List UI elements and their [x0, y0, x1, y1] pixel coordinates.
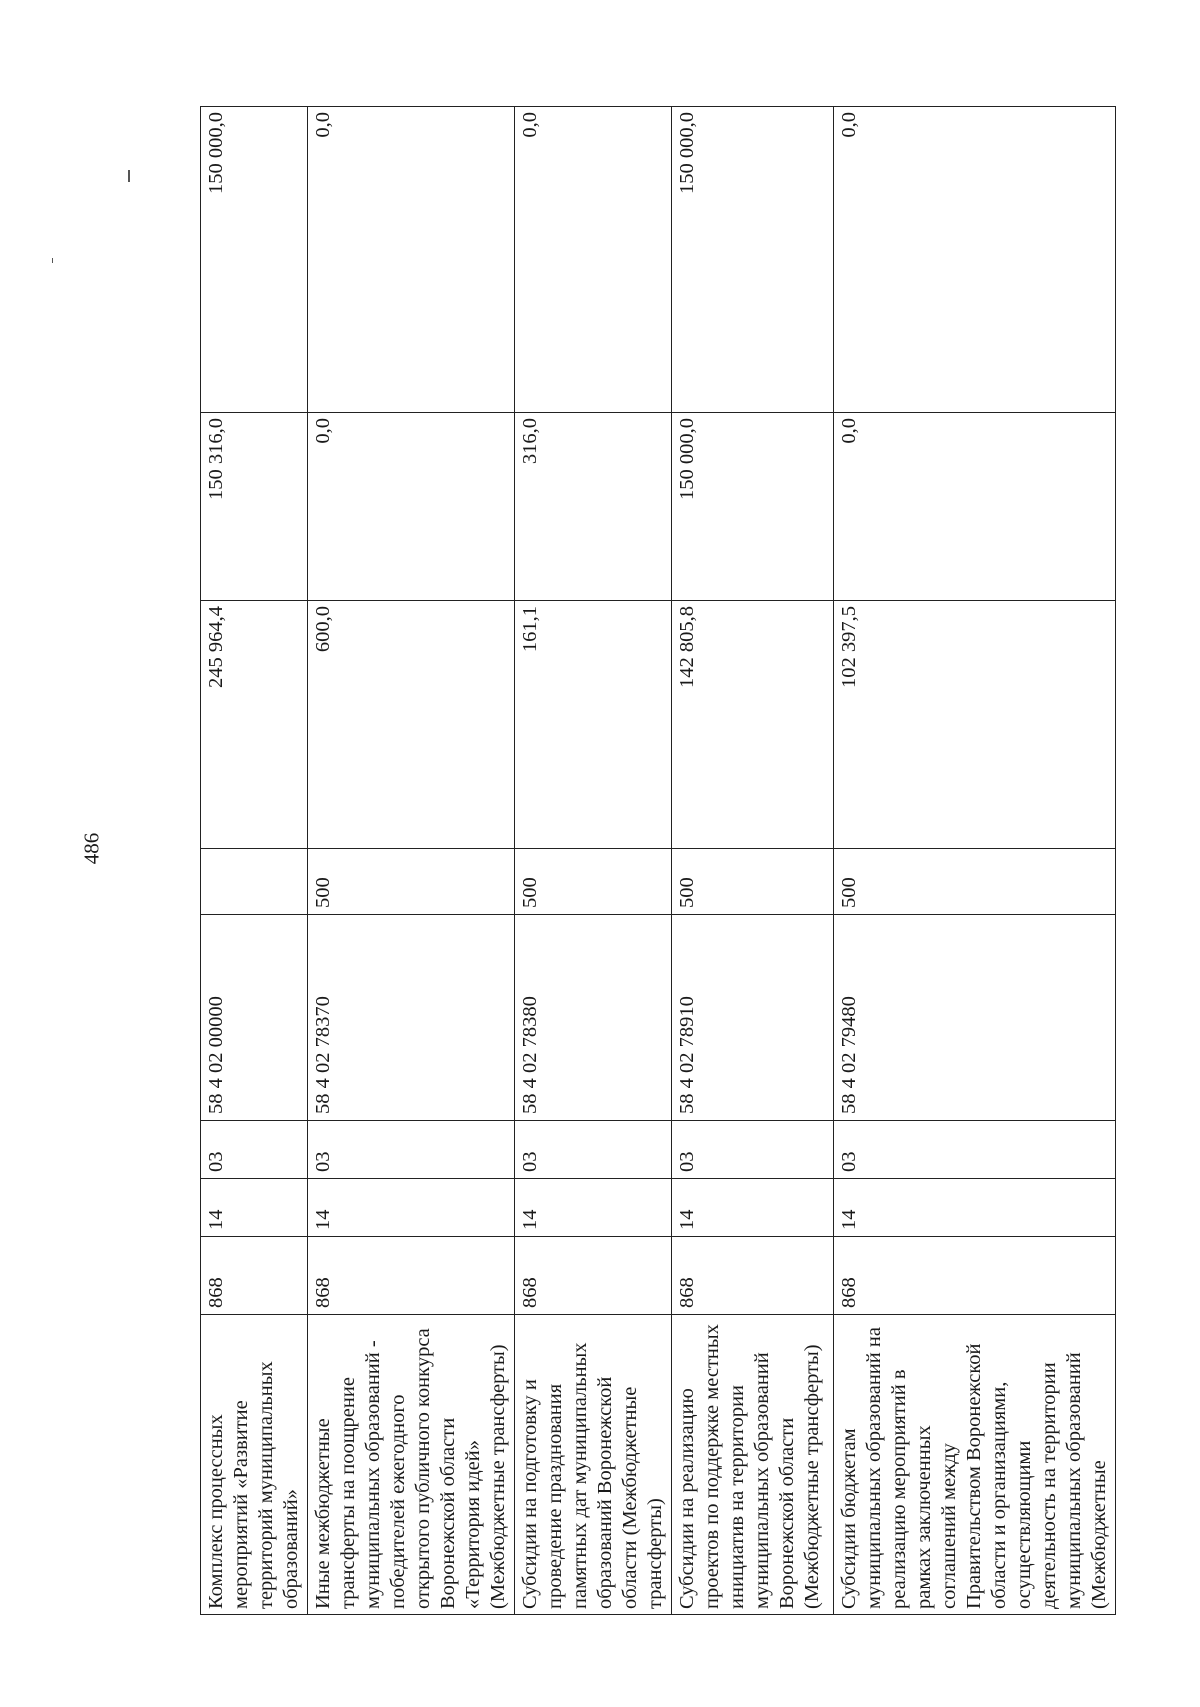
ministry-code: 868 [201, 1237, 308, 1315]
amount-year-2: 0,0 [834, 413, 1116, 601]
expense-code: 500 [672, 849, 834, 915]
row-name: Субсидии на подготовку и проведение празднования памятных дат муниципальных образований Воронежской области (Межбюджетные трансферты) [515, 1315, 672, 1615]
subsection-code: 03 [308, 1121, 515, 1179]
target-code: 58 4 02 79480 [834, 915, 1116, 1121]
target-code: 58 4 02 78370 [308, 915, 515, 1121]
section-code: 14 [515, 1179, 672, 1237]
budget-table [200, 106, 1116, 1615]
expense-code: 500 [834, 849, 1116, 915]
amount-year-1: 600,0 [308, 601, 515, 849]
ministry-code: 868 [834, 1237, 1116, 1315]
amount-year-1: 142 805,8 [672, 601, 834, 849]
ministry-code: 868 [515, 1237, 672, 1315]
expense-code: 500 [308, 849, 515, 915]
row-name: Субсидии бюджетам муниципальных образований на реализацию мероприятий в рамках заключенных соглашений между Правительством Воронежской области и организациями, осуществляющими деятельность на территории муниципальных образований (Межбюджетные [834, 1315, 1116, 1615]
amount-year-1: 161,1 [515, 601, 672, 849]
subsection-code: 03 [201, 1121, 308, 1179]
amount-year-3: 150 000,0 [201, 107, 308, 413]
amount-year-2: 316,0 [515, 413, 672, 601]
amount-year-2: 150 316,0 [201, 413, 308, 601]
section-code: 14 [834, 1179, 1116, 1237]
ministry-code: 868 [672, 1237, 834, 1315]
target-code: 58 4 02 00000 [201, 915, 308, 1121]
table-row [515, 107, 672, 1615]
table-row [308, 107, 515, 1615]
budget-table-rotated [200, 107, 1110, 1615]
target-code: 58 4 02 78380 [515, 915, 672, 1121]
expense-code [201, 849, 308, 915]
amount-year-3: 150 000,0 [672, 107, 834, 413]
table-row [672, 107, 834, 1615]
amount-year-3: 0,0 [308, 107, 515, 413]
target-code: 58 4 02 78910 [672, 915, 834, 1121]
amount-year-2: 0,0 [308, 413, 515, 601]
scan-mark [52, 258, 53, 263]
section-code: 14 [308, 1179, 515, 1237]
row-name: Иные межбюджетные трансферты на поощрение муниципальных образований - победителей ежегодного открытого публичного конкурса Воронежской области «Территория идей» (Межбюджетные трансферты) [308, 1315, 515, 1615]
subsection-code: 03 [834, 1121, 1116, 1179]
amount-year-1: 245 964,4 [201, 601, 308, 849]
section-code: 14 [201, 1179, 308, 1237]
amount-year-3: 0,0 [515, 107, 672, 413]
subsection-code: 03 [515, 1121, 672, 1179]
amount-year-1: 102 397,5 [834, 601, 1116, 849]
expense-code: 500 [515, 849, 672, 915]
amount-year-2: 150 000,0 [672, 413, 834, 601]
table-row [834, 107, 1116, 1615]
scan-mark [128, 170, 130, 182]
amount-year-3: 0,0 [834, 107, 1116, 413]
row-name: Субсидии на реализацию проектов по поддержке местных инициатив на территории муниципальных образований Воронежской области (Межбюджетные трансферты) [672, 1315, 834, 1615]
subsection-code: 03 [672, 1121, 834, 1179]
table-row [201, 107, 308, 1615]
page-number: 486 [79, 832, 104, 865]
ministry-code: 868 [308, 1237, 515, 1315]
row-name: Комплекс процессных мероприятий «Развитие территорий муниципальных образований» [201, 1315, 308, 1615]
section-code: 14 [672, 1179, 834, 1237]
